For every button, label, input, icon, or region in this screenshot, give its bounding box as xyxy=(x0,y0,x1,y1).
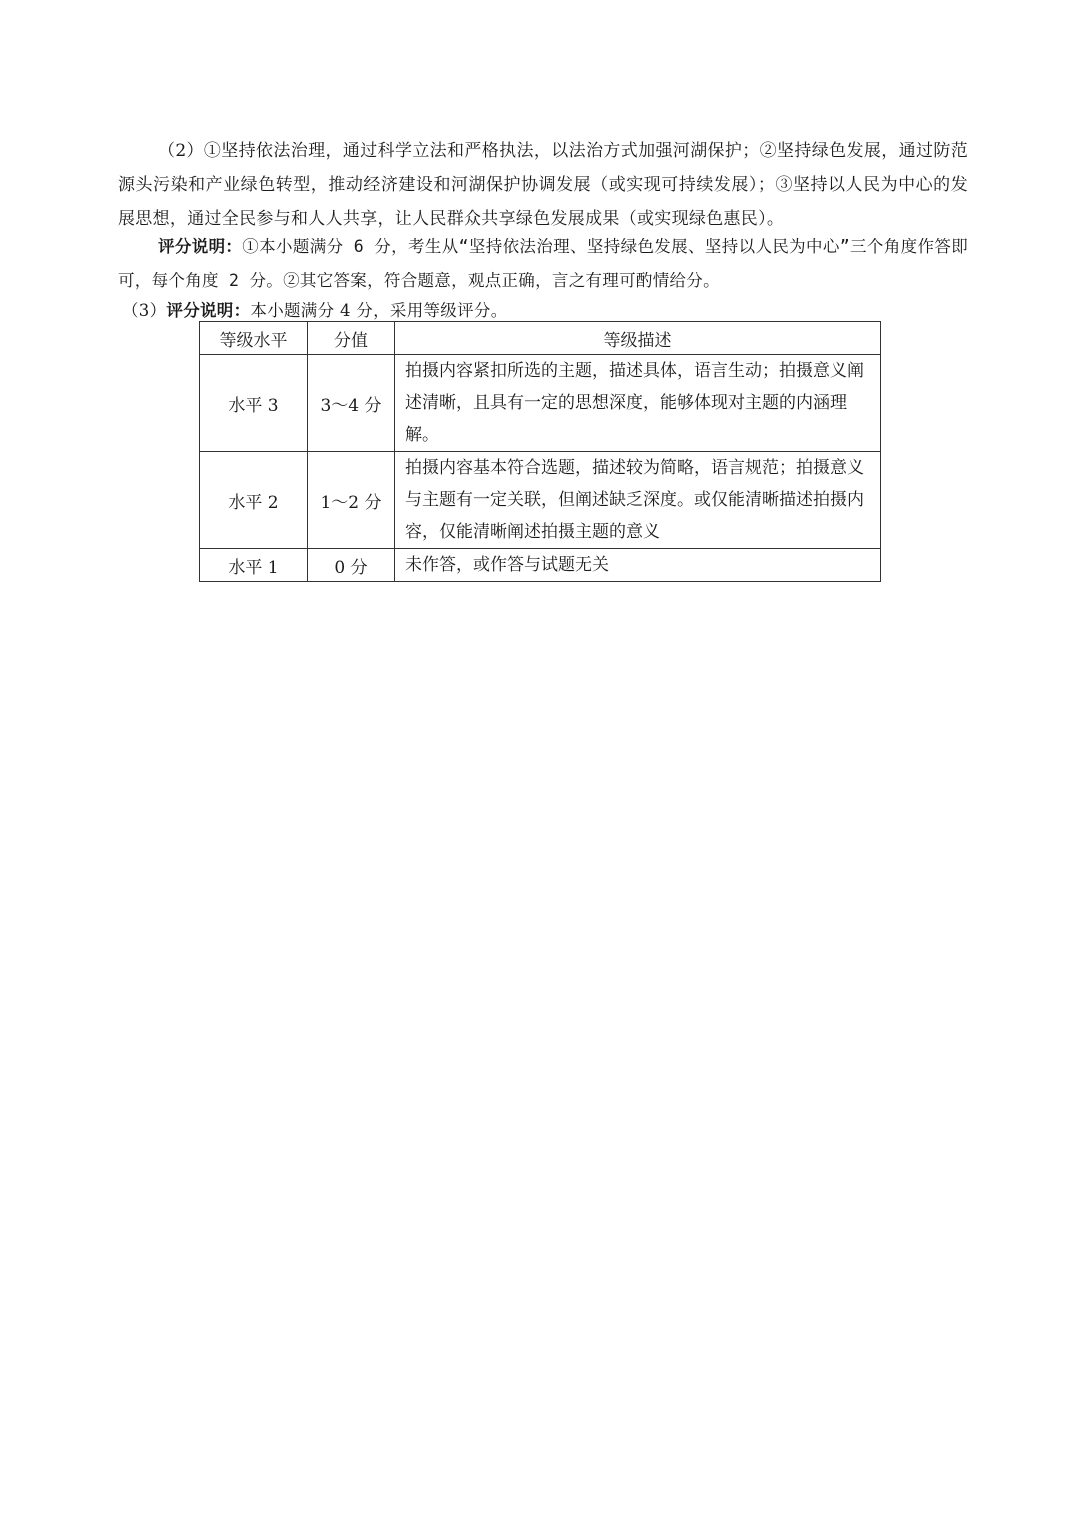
header-description: 等级描述 xyxy=(395,322,881,355)
scoring-note-text: 本小题满分 4 分，采用等级评分。 xyxy=(250,301,508,320)
table-header-row xyxy=(200,322,881,355)
table-row xyxy=(200,549,881,582)
answer-text: （2）①坚持依法治理，通过科学立法和严格执法，以法治方式加强河湖保护；②坚持绿色发展，通过防范源头污染和产业绿色转型，推动经济建设和河湖保护协调发展（或实现可持续发展）；③坚持以人民为中心的发展思想，通过全民参与和人人共享，让人民群众共享绿色发展成果（或实现绿色惠民）。 xyxy=(118,141,968,229)
level-cell: 水平 3 xyxy=(200,355,308,452)
header-score: 分值 xyxy=(308,322,395,355)
table-row xyxy=(200,355,881,452)
scoring-note-label: 评分说明： xyxy=(158,237,243,256)
scoring-note-text: ①本小题满分 6 分，考生从“坚持依法治理、坚持绿色发展、坚持以人民为中心”三个角度作答即可，每个角度 2 分。②其它答案，符合题意，观点正确，言之有理可酌情给分。 xyxy=(118,237,968,290)
level-cell: 水平 1 xyxy=(200,549,308,582)
description-cell: 拍摄内容基本符合选题，描述较为简略，语言规范；拍摄意义与主题有一定关联，但阐述缺乏深度。或仅能清晰描述拍摄内容，仅能清晰阐述拍摄主题的意义 xyxy=(395,452,881,549)
scoring-note-label: 评分说明： xyxy=(166,301,251,320)
description-cell: 拍摄内容紧扣所选的主题，描述具体，语言生动；拍摄意义阐述清晰，且具有一定的思想深度，能够体现对主题的内涵理解。 xyxy=(395,355,881,452)
score-cell: 0 分 xyxy=(308,549,395,582)
header-level: 等级水平 xyxy=(200,322,308,355)
level-cell: 水平 2 xyxy=(200,452,308,549)
answer-paragraph-2 xyxy=(118,134,968,236)
grading-table xyxy=(199,321,881,582)
score-cell: 1～2 分 xyxy=(308,452,395,549)
score-cell: 3～4 分 xyxy=(308,355,395,452)
description-cell: 未作答，或作答与试题无关 xyxy=(395,549,881,582)
section-number: （3） xyxy=(122,301,167,320)
table-row xyxy=(200,452,881,549)
scoring-note-2 xyxy=(118,230,968,298)
